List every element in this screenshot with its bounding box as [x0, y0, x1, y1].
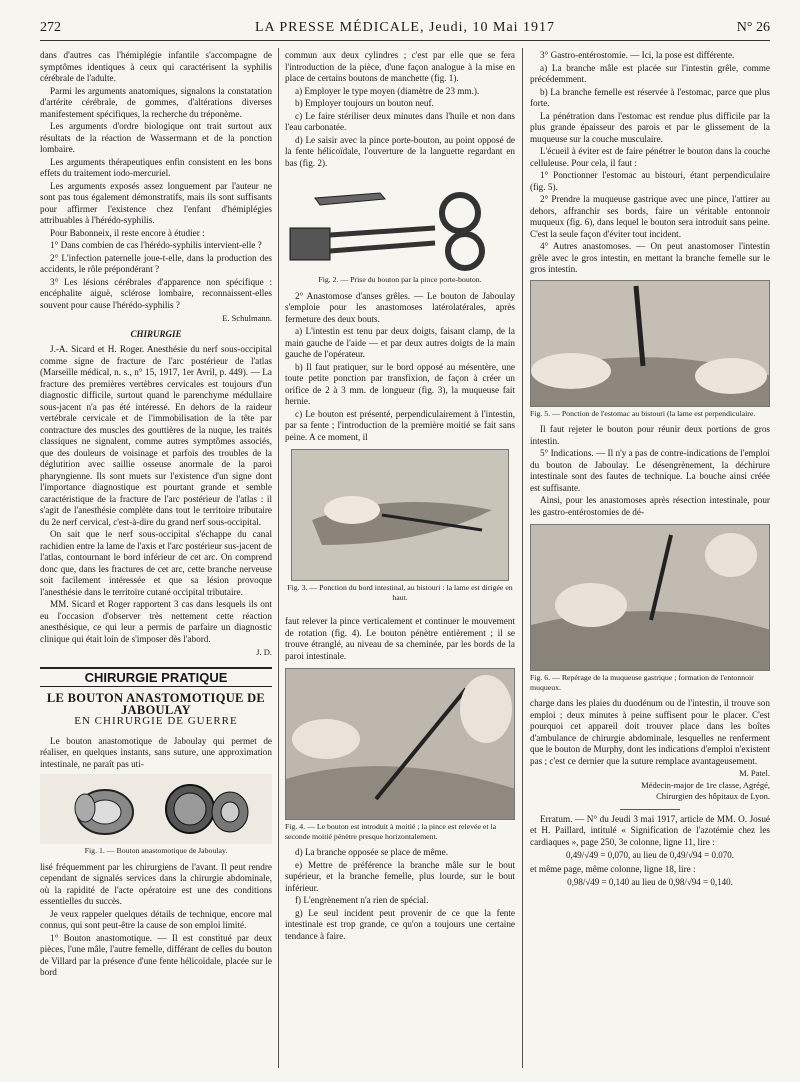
paragraph: c) Le bouton est présenté, perpendiculairement à l'intestin, par sa fente ; l'introduction de la première moitié se fait sans peine. A ce moment, il [285, 408, 515, 442]
button-drawing-icon [40, 774, 272, 844]
mucosa-funnel-photo-icon [531, 525, 770, 670]
paragraph: d) Le saisir avec la pince porte-bouton, au point opposé de la fente hélicoïdale, l'ouverture de la languette regardant en bas (fig. 2). [285, 134, 515, 168]
author-title: Médecin-major de 1re classe, Agrégé, [641, 779, 770, 790]
column-2 [285, 50, 515, 943]
page-header [40, 18, 770, 41]
paragraph: 1° Ponctionner l'estomac au bistouri, étant perpendiculaire (fig. 5). [530, 170, 770, 192]
column-rule-2 [522, 48, 523, 1068]
column-rule-1 [278, 48, 279, 1068]
paragraph: c) Le faire stériliser deux minutes dans l'huile et non dans l'eau carbonatée. [285, 110, 515, 132]
figure-4-caption: Fig. 4. — Le bouton est introduit à moitié ; la pince est relevée et la seconde moitié pénètre presque horizontalement. [285, 822, 497, 841]
paragraph: 2° L'infection paternelle joue-t-elle, dans la production des accidents, le rôle prépondérant ? [40, 252, 272, 274]
figure-1-caption: Fig. 1. — Bouton anastomotique de Jaboulay. [84, 846, 228, 855]
column-3 [530, 50, 770, 891]
paragraph: faut relever la pince verticalement et continuer le mouvement de rotation (fig. 4). Le bouton pénètre entièrement ; il se trouve étranglé, au niveau de sa cheminée, par les bords de la paroi intestinale. [285, 616, 515, 661]
paragraph: lisé fréquemment par les chirurgiens de l'avant. Il peut rendre cependant de signalés services dans la chirurgie abdominale, où la rapidité de l'acte opératoire est une des conditions essentielles du succès. [40, 861, 272, 906]
paragraph: e) Mettre de préférence la branche mâle sur le bout supérieur, et la branche femelle, plus lourde, sur le bout inférieur. [285, 859, 515, 893]
paragraph: Parmi les arguments anatomiques, signalons la constatation d'artérite cérébrale, de gommes, d'altérations diverses manifestement spécifiques, la recherche du tréponème. [40, 85, 272, 119]
paragraph: Ainsi, pour les anastomoses après résection intestinale, pour les gastro-entérostomies de dé- [530, 495, 770, 517]
paragraph: charge dans les plaies du duodénum ou de l'intestin, il trouve son emploi ; deux minutes à peine suffisent pour le placer. C'est pourquoi cet appareil doit trouver place dans les boîtes d'ambulance de chirurgie abdominale, lesquelles ne renferment que le bouton de Murphy, dont les indications d'emploi n'existent pas ; c'est ce dernier que la suture remplace avantageusement. [530, 698, 770, 766]
paragraph: Je veux rappeler quelques détails de technique, encore mal connus, qui sont peut-être la cause de son emploi limité. [40, 908, 272, 930]
page-number: 272 [40, 20, 61, 35]
paragraph: 3° Les lésions cérébrales d'apparence non spécifique : encéphalite aiguë, sclérose lombaire, reconnaissent-elles souvent pour cause l'hérédo-syphilis ? [40, 276, 272, 310]
paragraph: Les arguments thérapeutiques enfin consistent en les bons effets du traitement iodo-mercuriel. [40, 156, 272, 178]
figure-2-illustration [285, 173, 515, 273]
paragraph: Le bouton anastomotique de Jaboulay qui permet de réaliser, en quelques instants, sans suture, une approximation intestinale, ne paraît pas uti- [40, 735, 272, 769]
stomach-puncture-photo-icon [531, 281, 770, 406]
equation: 0,98/√49 = 0,140 au lieu de 0,98/√94 = 0,140. [567, 877, 733, 887]
paragraph: 2° Anastomose d'anses grêles. — Le bouton de Jaboulay s'emploie pour les anastomoses latérolatérales, après fermeture des deux bouts. [285, 290, 515, 324]
section-heading: CHIRURGIE [130, 328, 182, 339]
article-subtitle: EN CHIRURGIE DE GUERRE [74, 715, 238, 727]
paragraph: 1° Dans combien de cas l'hérédo-syphilis intervient-elle ? [50, 240, 262, 250]
paragraph: b) La branche femelle est réservée à l'estomac, parce que plus forte. [530, 86, 770, 108]
figure-4-photo [285, 668, 515, 820]
divider [620, 809, 680, 810]
paragraph: L'écueil à éviter est de faire pénétrer le bouton dans la couche celluleuse. Pour cela, il faut : [530, 146, 770, 168]
paragraph: J.-A. Sicard et H. Roger. Anesthésie du nerf sous-occipital comme signe de fracture de l'arc postérieur de l'atlas (Marseille médical, n. s., n° 15, 1917, 1er Avril, p. 449). — La fracture des premières vertèbres cervicales est toujours d'un diagnostic difficile, surtout quand le parenchyme médullaire sous-jacent n'a pas été intéressé. En dehors de la raideur vertébrale cervicale et de l'immobilisation de la tête par contracture des muscles des gouttières de la nuque, les traités classiques ne signalent, comme autres symptômes associés, que des douleurs de voisinage et parfois des troubles de la déglutition avec saillie osseuse anormale de la paroi pharyngienne. Ils sont muets sur l'existence d'un signe dont l'importance diagnostique est pourtant grande et semble caractéristique de la fracture de l'arc postérieur de l'atlas : il s'agit de l'anesthésie complète dans tout le territoire tributaire du 2e nerf cervical, c'est-à-dire du grand nerf sous-occipital. [40, 344, 272, 527]
figure-6-photo [530, 524, 770, 671]
insertion-photo-icon [286, 669, 515, 819]
paragraph: 1° Bouton anastomotique. — Il est constitué par deux pièces, l'une mâle, l'autre femelle, différant de celles du bouton de Villard par la présence d'une fente hélicoïdale, placée sur le bord [40, 932, 272, 977]
paragraph: b) Il faut pratiquer, sur le bord opposé au mésentère, une toute petite ponction par transfixion, de façon à créer un orifice de 2 à 3 mm. de longueur (fig. 3), la muqueuse fait hernie. [285, 361, 515, 406]
author-signature: M. Patel. [739, 768, 770, 778]
article-title: LE BOUTON ANASTOMOTIQUE DE JABOULAY [46, 691, 266, 717]
section-banner: CHIRURGIE PRATIQUE [40, 667, 272, 688]
paragraph: a) Employer le type moyen (diamètre de 23 mm.). [295, 85, 480, 96]
signature: E. Schulmann. [222, 313, 272, 323]
incision-photo-icon [292, 450, 509, 580]
paragraph: Les arguments d'ordre biologique ont trait surtout aux résultats de la réaction de Wassermann et de la ponction lombaire. [40, 121, 272, 154]
figure-5-caption: Fig. 5. — Ponction de l'estomac au bistouri (la lame est perpendiculaire. [530, 408, 756, 418]
author-affiliation: Chirurgien des hôpitaux de Lyon. [656, 791, 770, 801]
journal-title: LA PRESSE MÉDICALE, Jeudi, 10 Mai 1917 [254, 20, 556, 35]
figure-3-caption: Fig. 3. — Ponction du bord intestinal, au bistouri : la lame est dirigée en haut. [287, 583, 513, 602]
paragraph: a) L'intestin est tenu par deux doigts, faisant clamp, de la main gauche de l'aide — et par deux autres doigts de la main gauche de l'opérateur. [285, 326, 515, 359]
figure-6-caption: Fig. 6. — Repérage de la muqueuse gastrique ; formation de l'entonnoir muqueux. [530, 673, 754, 692]
paragraph: Pour Babonneix, il reste encore à étudier : [50, 227, 205, 238]
paragraph: et même page, même colonne, ligne 18, lire : [530, 863, 696, 874]
paragraph: commun aux deux cylindres ; c'est par elle que se fera l'introduction de la pièce, d'une façon analogue à la mise en place de certains boutons de manchette (fig. 1). [285, 50, 515, 83]
forceps-drawing-icon [285, 173, 515, 273]
figure-3-photo [291, 449, 509, 581]
figure-1-illustration [40, 774, 272, 844]
paragraph: La pénétration dans l'estomac est rendue plus difficile par la plus grande épaisseur des parois et par le glissement de la muqueuse sur la couche musculaire. [530, 110, 770, 144]
paragraph: a) La branche mâle est placée sur l'intestin grêle, comme précédemment. [530, 62, 770, 84]
paragraph: 3° Gastro-entérostomie. — Ici, la pose est différente. [540, 50, 735, 60]
paragraph: MM. Sicard et Roger rapportent 3 cas dans lesquels ils ont eu l'occasion d'observer très nettement cette réaction anesthésique, ce qui leur a permis de parfaire un diagnostic clinique qui était loin de s'imposer dès l'abord. [40, 599, 272, 644]
paragraph: f) L'engrènement n'a rien de spécial. [295, 895, 429, 905]
erratum: Erratum. — N° du Jeudi 3 mai 1917, article de MM. O. Josué et H. Paillard, intitulé « Signification de l'azotémie chez les cardiaques », page 250, 3e colonne, ligne 11, lire : [530, 813, 770, 847]
paragraph: On sait que le nerf sous-occipital s'échappe du canal rachidien entre la lame de l'axis et l'arc postérieur sus-jacent de l'atlas, contournant le bord inférieur de cet arc. On comprend donc que, dans les fractures de cet arc, cette branche nerveuse soit facilement intéressée et que sa lésion provoque l'anesthésie dans le territoire cutané occipital tributaire. [40, 529, 272, 597]
figure-5-photo [530, 280, 770, 407]
column-1 [40, 50, 272, 980]
paragraph: 5° Indications. — Il n'y a pas de contre-indications de l'emploi du bouton de Jaboulay. Le désengrènement, la déchirure intestinale sont des fautes de technique. La bouche ainsi créée est suffisante. [530, 448, 770, 493]
paragraph: Les arguments exposés assez longuement par l'auteur ne sont pas tous également démonstratifs, mais ils sont suffisants pour affirmer l'existence chez l'enfant d'hémiplégies attribuables à l'hérédo-syphilis. [40, 180, 272, 225]
issue-number: N° 26 [736, 20, 770, 35]
paragraph: b) Employer toujours un bouton neuf. [295, 98, 434, 108]
paragraph: 2° Prendre la muqueuse gastrique avec une pince, l'attirer au dehors, affranchir ses bords, faire un véritable entonnoir muqueux (fig. 6), dans lequel le bouton sera introduit sans peine. C'est la seule façon d'éviter tout incident. [530, 194, 770, 239]
paragraph: 4° Autres anastomoses. — On peut anastomoser l'intestin grêle avec le gros intestin, en mettant la branche femelle sur le gros intestin. [530, 241, 770, 274]
figure-2-caption: Fig. 2. — Prise du bouton par la pince porte-bouton. [318, 275, 482, 284]
paragraph: Il faut rejeter le bouton pour réunir deux portions de gros intestin. [530, 424, 770, 446]
paragraph: g) Le seul incident peut provenir de ce que la fente intestinale est trop grande, ce qu'on a toujours une certaine tendance à faire. [285, 907, 515, 941]
paragraph: dans d'autres cas l'hémiplégie infantile s'accompagne de symptômes identiques à ceux qui caractérisent la syphilis cérébrale de l'adulte. [40, 50, 272, 83]
signature: J. D. [256, 647, 272, 657]
equation: 0,49/√49 = 0,070, au lieu de 0,49/√94 = 0.070. [565, 850, 735, 860]
paragraph: d) La branche opposée se place de même. [295, 847, 449, 857]
